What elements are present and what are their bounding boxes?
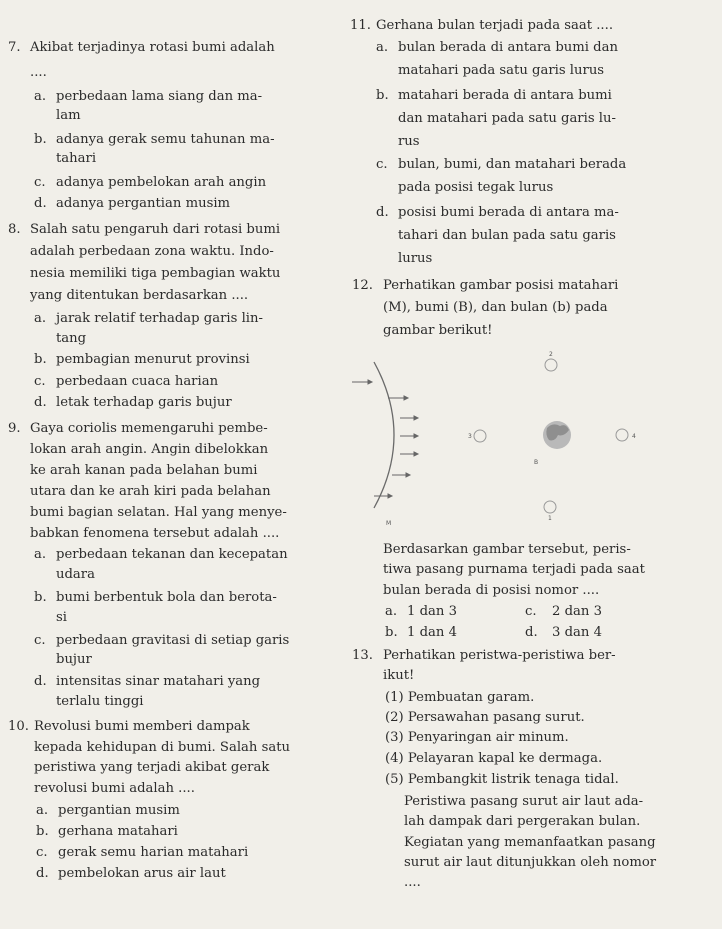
- q12-option-c-letter: c.: [525, 604, 537, 619]
- q8-stem-line-2: adalah perbedaan zona waktu. Indo-: [30, 244, 274, 259]
- q10-option-d-letter: d.: [36, 866, 49, 881]
- q9-option-b-text: bumi berbentuk bola dan berota-: [56, 590, 277, 605]
- q10-option-a-text: pergantian musim: [58, 803, 180, 818]
- q9-stem-line-6: babkan fenomena tersebut adalah ....: [30, 526, 280, 541]
- q12-stem-line-1: Perhatikan gambar posisi matahari: [383, 278, 619, 293]
- q9-option-a-letter: a.: [34, 547, 47, 562]
- q9-stem-line-3: ke arah kanan pada belahan bumi: [30, 463, 258, 478]
- q11-option-c-text-cont: pada posisi tegak lurus: [398, 180, 554, 195]
- q11-option-b-text-cont: dan matahari pada satu garis lu-: [398, 111, 616, 126]
- q12-stem-line-3: gambar berikut!: [383, 323, 493, 338]
- q11-option-b-text-cont-2: rus: [398, 134, 420, 149]
- q9-stem-line-5: bumi bagian selatan. Hal yang menye-: [30, 505, 287, 520]
- q7-option-b-letter: b.: [34, 132, 47, 147]
- q8-option-d-text: letak terhadap garis bujur: [56, 395, 232, 410]
- q10-stem-line-1: Revolusi bumi memberi dampak: [34, 719, 250, 734]
- ray-3-arrow: [400, 416, 418, 420]
- q9-stem-line-1: Gaya coriolis memengaruhi pembe-: [30, 421, 268, 436]
- moon-position-3: [474, 430, 486, 442]
- q7-option-b-text-cont: tahari: [56, 151, 97, 166]
- q9-option-a-text-cont: udara: [56, 567, 95, 582]
- q8-stem-line-1: Salah satu pengaruh dari rotasi bumi: [30, 222, 281, 237]
- q10-option-c-text: gerak semu harian matahari: [58, 845, 249, 860]
- q11-option-a-letter: a.: [376, 40, 389, 55]
- q12-after-line-2: tiwa pasang purnama terjadi pada saat: [383, 562, 645, 577]
- moon-position-2-label: 2: [549, 351, 553, 358]
- ray-4-arrow: [400, 434, 418, 438]
- sun-earth-moon-figure: [352, 340, 652, 530]
- q13-item-1: (1) Pembuatan garam.: [385, 690, 535, 705]
- q10-option-c-letter: c.: [36, 845, 48, 860]
- q10-option-b-letter: b.: [36, 824, 49, 839]
- q11-option-c-text: bulan, bumi, dan matahari berada: [398, 157, 627, 172]
- q11-number: 11.: [350, 18, 371, 33]
- q13-stem-line-2: ikut!: [383, 668, 415, 683]
- moon-position-2: [545, 359, 557, 371]
- ray-6-arrow: [392, 473, 410, 477]
- moon-position-1: [544, 501, 556, 513]
- ray-2-arrow: [388, 396, 408, 400]
- q10-stem-line-4: revolusi bumi adalah ....: [34, 781, 195, 796]
- q8-option-b-text: pembagian menurut provinsi: [56, 352, 250, 367]
- q10-option-a-letter: a.: [36, 803, 49, 818]
- q7-stem-line-2: ....: [30, 65, 47, 80]
- q9-stem-line-4: utara dan ke arah kiri pada belahan: [30, 484, 271, 499]
- q13-item-2: (2) Persawahan pasang surut.: [385, 710, 585, 725]
- moon-position-3-label: 3: [468, 433, 472, 440]
- q12-option-d-letter: d.: [525, 625, 538, 640]
- q8-option-a-letter: a.: [34, 311, 47, 326]
- q11-option-c-letter: c.: [376, 157, 388, 172]
- ray-7-arrow: [374, 494, 392, 498]
- q12-after-line-3: bulan berada di posisi nomor ....: [383, 583, 600, 598]
- q7-option-c-text: adanya pembelokan arah angin: [56, 175, 267, 190]
- q13-after-line-5: ....: [404, 875, 421, 890]
- q10-option-d-text: pembelokan arus air laut: [58, 866, 226, 881]
- moon-position-1-label: 1: [548, 515, 552, 522]
- q9-option-d-text: intensitas sinar matahari yang: [56, 674, 261, 689]
- q9-option-a-text: perbedaan tekanan dan kecepatan: [56, 547, 288, 562]
- q13-item-3: (3) Penyaringan air minum.: [385, 730, 569, 745]
- q13-item-5: (5) Pembangkit listrik tenaga tidal.: [385, 772, 619, 787]
- q9-option-b-text-cont: si: [56, 610, 67, 625]
- sun-rays: [352, 380, 418, 498]
- sun-label: M: [386, 520, 392, 527]
- q12-stem-line-2: (M), bumi (B), dan bulan (b) pada: [383, 300, 608, 315]
- q9-stem-line-2: lokan arah angin. Angin dibelokkan: [30, 442, 269, 457]
- sun-edge: [374, 362, 394, 508]
- q13-stem-line-1: Perhatikan peristwa-peristiwa ber-: [383, 648, 616, 663]
- figure-svg: [352, 340, 652, 530]
- ray-1-arrow: [352, 380, 372, 384]
- q11-option-d-text-cont: tahari dan bulan pada satu garis: [398, 228, 616, 243]
- q8-stem-line-4: yang ditentukan berdasarkan ....: [30, 288, 249, 303]
- q8-option-c-text: perbedaan cuaca harian: [56, 374, 219, 389]
- q13-after-line-2: lah dampak dari pergerakan bulan.: [404, 814, 641, 829]
- q8-number: 8.: [8, 222, 21, 237]
- q7-stem-line-1: Akibat terjadinya rotasi bumi adalah: [30, 40, 275, 55]
- q11-option-d-text-cont-2: lurus: [398, 251, 433, 266]
- q11-stem-line-1: Gerhana bulan terjadi pada saat ....: [376, 18, 614, 33]
- moon-position-4-label: 4: [632, 433, 636, 440]
- q7-option-d-text: adanya pergantian musim: [56, 196, 231, 211]
- q12-number: 12.: [352, 278, 373, 293]
- q12-option-b-text: 1 dan 4: [407, 625, 457, 640]
- q7-option-d-letter: d.: [34, 196, 47, 211]
- q13-after-line-3: Kegiatan yang memanfaatkan pasang: [404, 835, 656, 850]
- q8-option-a-text-cont: tang: [56, 331, 87, 346]
- q11-option-a-text-cont: matahari pada satu garis lurus: [398, 63, 605, 78]
- moon-position-4: [616, 429, 628, 441]
- q9-option-d-text-cont: terlalu tinggi: [56, 694, 144, 709]
- q9-option-c-letter: c.: [34, 633, 46, 648]
- earth-label: B: [534, 459, 539, 466]
- q12-after-line-1: Berdasarkan gambar tersebut, peris-: [383, 542, 631, 557]
- q11-option-b-text: matahari berada di antara bumi: [398, 88, 612, 103]
- q7-option-c-letter: c.: [34, 175, 46, 190]
- q9-option-d-letter: d.: [34, 674, 47, 689]
- q9-option-c-text: perbedaan gravitasi di setiap garis: [56, 633, 290, 648]
- q11-option-d-text: posisi bumi berada di antara ma-: [398, 205, 619, 220]
- q9-number: 9.: [8, 421, 21, 436]
- q8-option-b-letter: b.: [34, 352, 47, 367]
- q10-option-b-text: gerhana matahari: [58, 824, 178, 839]
- q8-option-a-text: jarak relatif terhadap garis lin-: [56, 311, 263, 326]
- q7-option-a-letter: a.: [34, 89, 47, 104]
- q8-stem-line-3: nesia memiliki tiga pembagian waktu: [30, 266, 281, 281]
- q12-option-b-letter: b.: [385, 625, 398, 640]
- q11-option-a-text: bulan berada di antara bumi dan: [398, 40, 618, 55]
- ray-5-arrow: [400, 452, 418, 456]
- q12-option-c-text: 2 dan 3: [552, 604, 602, 619]
- q12-option-d-text: 3 dan 4: [552, 625, 602, 640]
- q9-option-c-text-cont: bujur: [56, 652, 92, 667]
- q11-option-b-letter: b.: [376, 88, 389, 103]
- q7-number: 7.: [8, 40, 21, 55]
- q12-option-a-letter: a.: [385, 604, 398, 619]
- q13-after-line-4: surut air laut ditunjukkan oleh nomor: [404, 855, 657, 870]
- q7-option-a-text: perbedaan lama siang dan ma-: [56, 89, 263, 104]
- q9-option-b-letter: b.: [34, 590, 47, 605]
- q13-item-4: (4) Pelayaran kapal ke dermaga.: [385, 751, 603, 766]
- q10-stem-line-3: peristiwa yang terjadi akibat gerak: [34, 760, 270, 775]
- q10-number: 10.: [8, 719, 29, 734]
- q13-after-line-1: Peristiwa pasang surut air laut ada-: [404, 794, 644, 809]
- q10-stem-line-2: kepada kehidupan di bumi. Salah satu: [34, 740, 291, 755]
- q8-option-d-letter: d.: [34, 395, 47, 410]
- q13-number: 13.: [352, 648, 373, 663]
- q7-option-a-text-cont: lam: [56, 108, 81, 123]
- q7-option-b-text: adanya gerak semu tahunan ma-: [56, 132, 275, 147]
- q12-option-a-text: 1 dan 3: [407, 604, 457, 619]
- q11-option-d-letter: d.: [376, 205, 389, 220]
- q8-option-c-letter: c.: [34, 374, 46, 389]
